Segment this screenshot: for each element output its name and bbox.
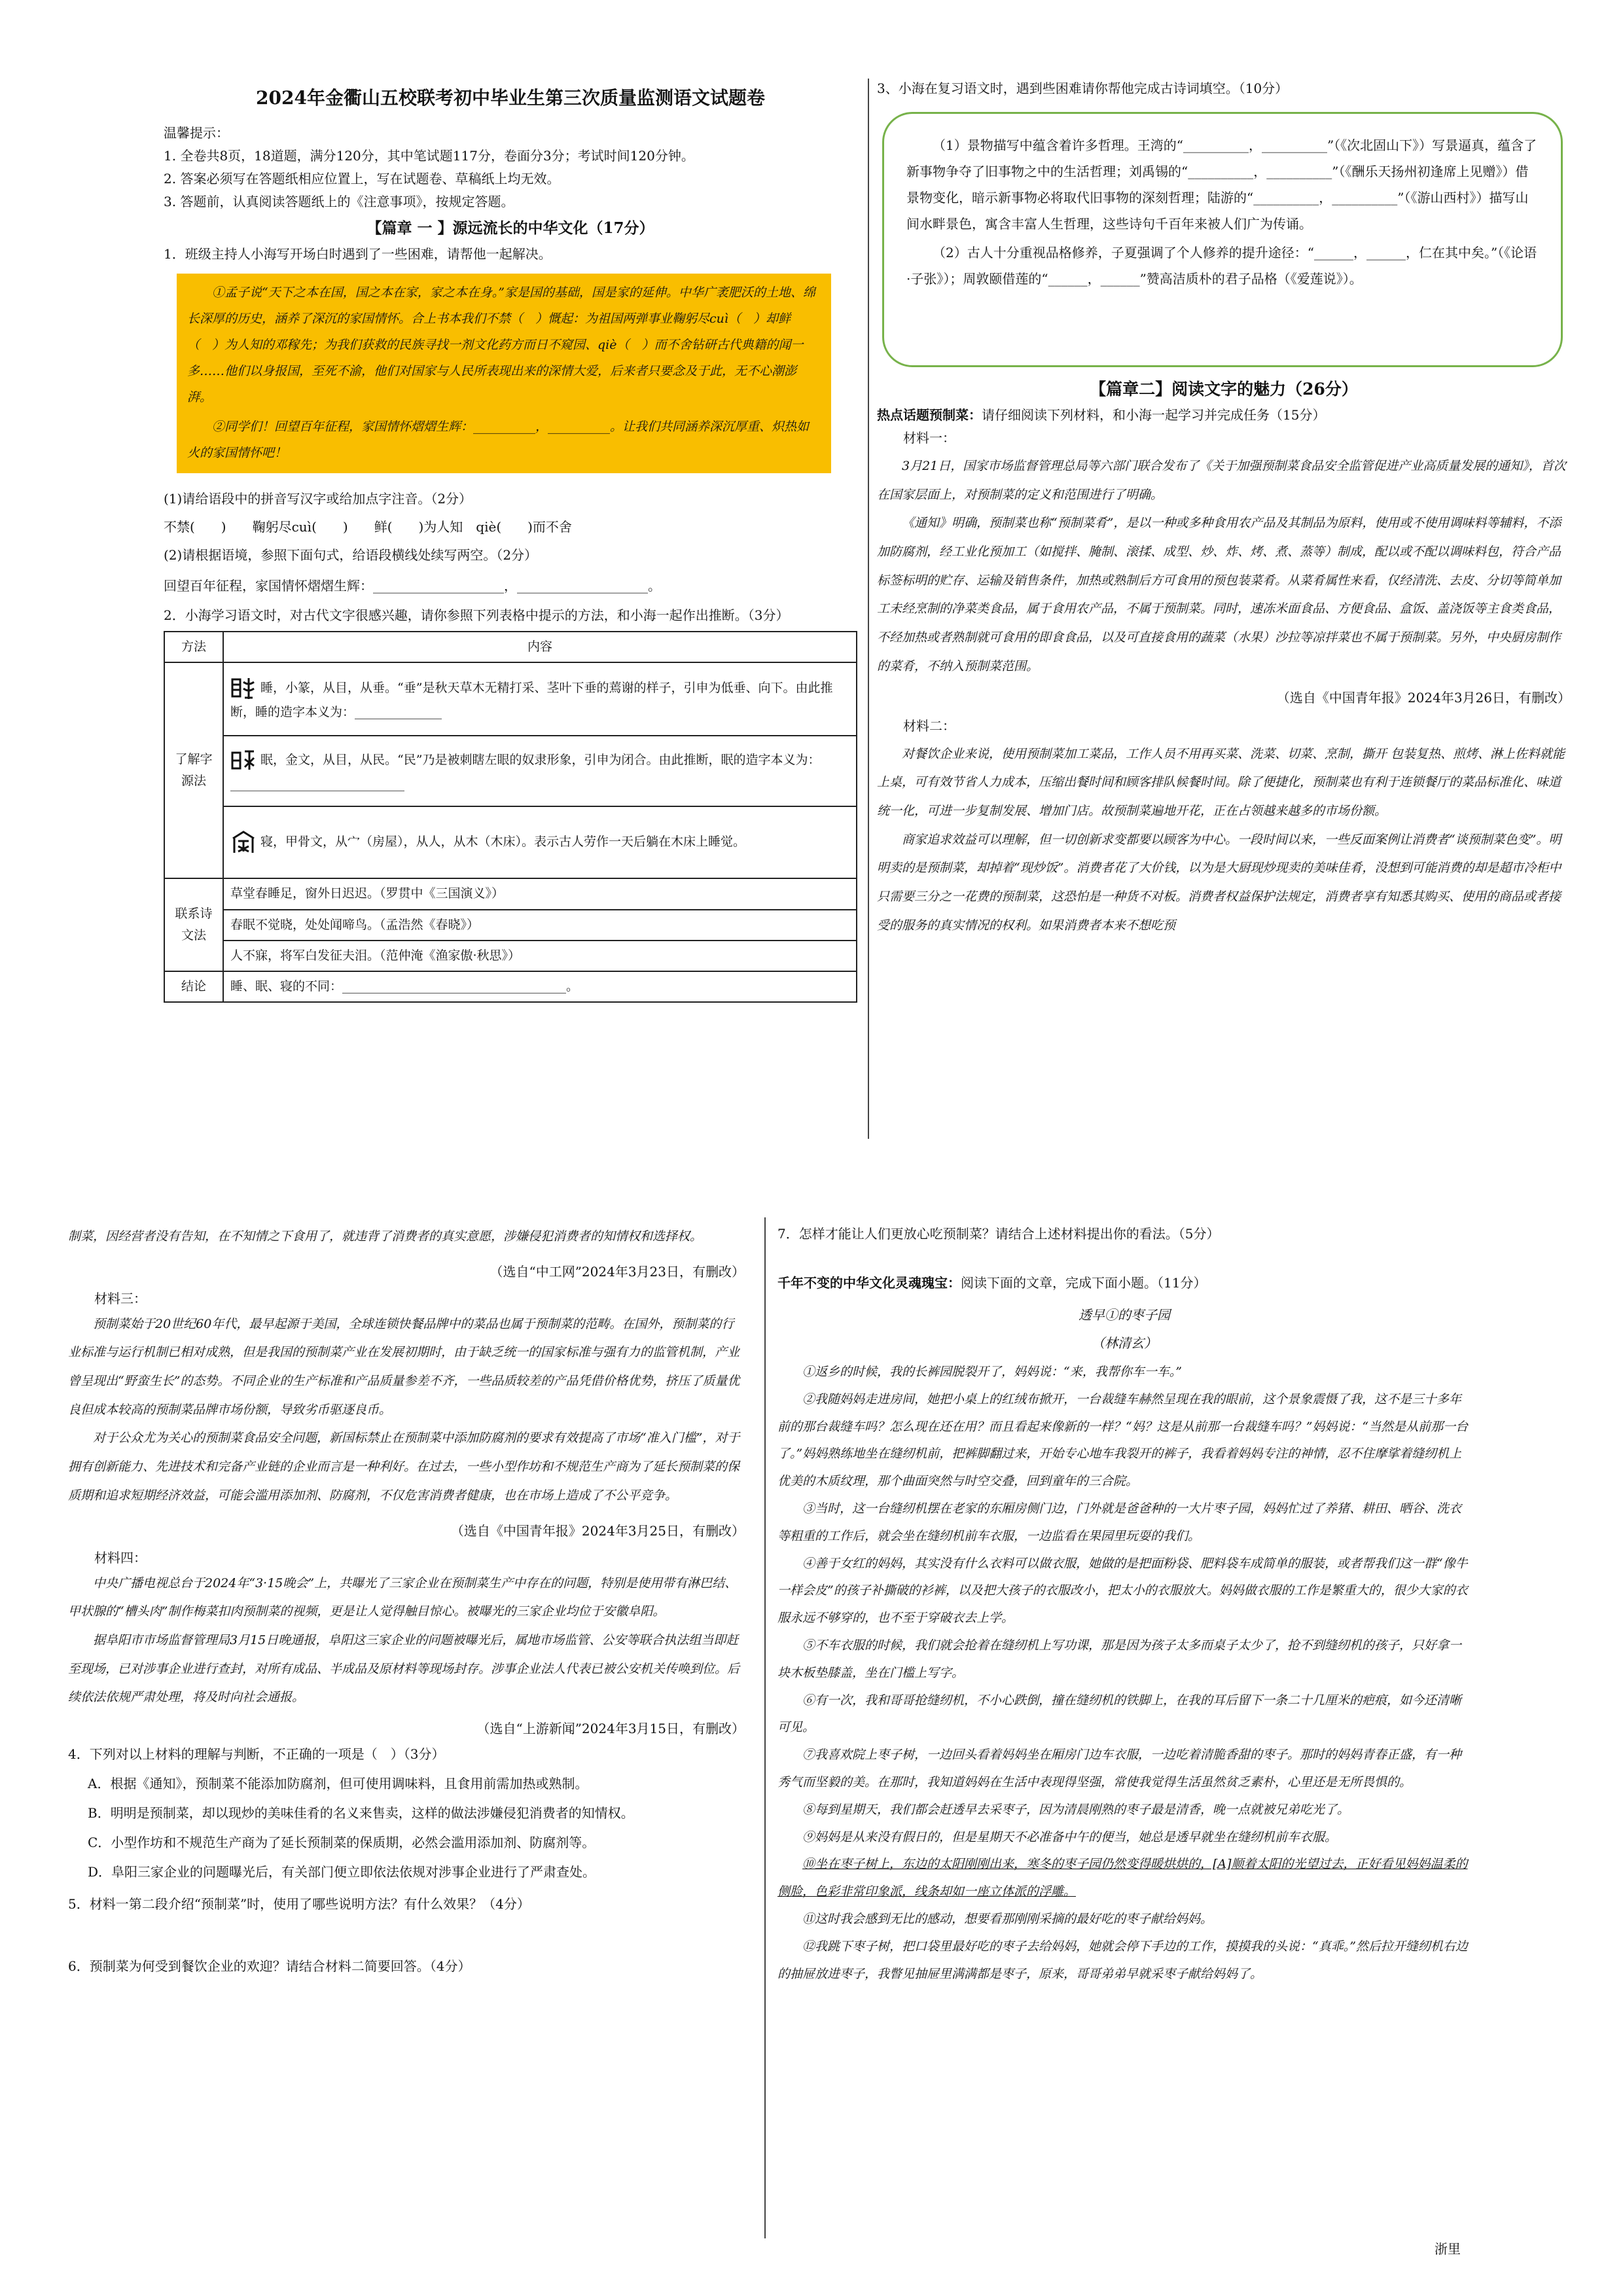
literature-text: 阅读下面的文章，完成下面小题。（11分）: [961, 1275, 1207, 1291]
method-etymology: 了解字源法: [164, 662, 223, 878]
question-1-2: (2)请根据语境，参照下面句式，给语段横线处续写两空。（2分）: [164, 547, 538, 564]
hot-topic-text: 请仔细阅读下列材料，和小海一起学习并完成任务（15分）: [982, 407, 1326, 423]
table-header-method: 方法: [164, 632, 223, 662]
article-paragraph: ⑨妈妈是从来没有假日的，但是星期天不必准备中午的便当，她总是透早就坐在缝纫机前车衣服。: [802, 1829, 1338, 1844]
yellow-paragraph-2: ②同学们！回望百年征程，家国情怀熠熠生辉：__________，__________。让我们共同涵养深沉厚重、炽热如火的家国情怀吧！: [187, 420, 810, 461]
tips-heading: 温馨提示：: [164, 125, 229, 141]
poetry-question-2[interactable]: （2）古人十分重视品格修养，子夏强调了个人修养的提升途径：“______，______，仁在其中矣。”（《论语·子张》）；周敦颐借莲的“______，______”赞高洁质朴的君子品格（《爱莲说》）。: [906, 245, 1537, 287]
table-row: 春眠不觉晓，处处闻啼鸟。（孟浩然《春晓》）: [223, 910, 857, 941]
column-divider-bottom: [764, 1217, 766, 2238]
question-4-option-b[interactable]: B．明明是预制菜，却以现炒的美味佳肴的名义来售卖，这样的做法涉嫌侵犯消费者的知情权。: [88, 1804, 634, 1821]
material-2-para-1: 对餐饮企业来说，使用预制菜加工菜品，工作人员不用再买菜、洗菜、切菜、烹制，撕开 包装复热、煎烤、淋上佐料就能上桌，可有效节省人力成本，压缩出餐时间和顾客排队候餐时间。除了便捷化，预制菜也有利于连锁餐厅的菜品标准化、味道统一化，可进一步复制发展、增加门店。故预制菜遍地开花，正在占领越来越多的市场份额。: [877, 746, 1565, 818]
table-row: 人不寐，将军白发征夫泪。（范仲淹《渔家傲·秋思》）: [223, 941, 857, 971]
chapter-1-title: 【篇章 一 】源远流长的中华文化（17分）: [366, 219, 654, 237]
article-paragraph: ④善于女红的妈妈，其实没有什么衣料可以做衣服，她做的是把面粉袋、肥料袋车成简单的服装，或者帮我们这一群“像牛一样会皮”的孩子补撕破的衫裤，以及把大孩子的衣服改小，把太小的衣服放大。妈妈做衣服的工作是繁重大的，很少大家的衣服永远不够穿的，也不至于穿破衣去上学。: [777, 1556, 1468, 1626]
material-2-title: 材料二：: [903, 717, 955, 734]
row-rest-text: 眠，金文，从目，从民。“民”乃是被刺瞎左眼的奴隶形象，引申为闭合。由此推断，眠的造字本义为：____________________________: [230, 752, 821, 791]
material-2-para-2: 商家追求效益可以理解，但一切创新求变都要以顾客为中心。一段时间以来，一些反面案例让消费者“谈预制菜色变”。明明卖的是预制菜，却掉着“现炒饭”。消费者花了大价钱，以为是大厨现炒现卖的美味佳肴，没想到可能消费的却是超市冷柜中只需要三分之一花费的预制菜，这恐怕是一种货不对板。消费者权益保护法规定，消费者享有知悉其购买、使用的商品或者接受的服务的真实情况的权利。如果消费者本来不想吃预: [877, 832, 1561, 933]
bottom-right-column: [777, 1223, 1471, 1988]
article-paragraph-underlined: ⑩坐在枣子树上，东边的太阳刚刚出来，寒冬的枣子园仍然变得暖烘烘的，[A]顺着太阳的光望过去，正好看见妈妈温柔的侧脸，色彩非常印象派，线条却如一座立体派的浮雕。: [777, 1857, 1468, 1899]
article-body: [777, 1359, 1471, 1988]
article-paragraph: ③当时，这一台缝纫机摆在老家的东厢房侧门边，门外就是爸爸种的一大片枣子园，妈妈忙过了养猪、耕田、晒谷、洗衣等粗重的工作后，就会坐在缝纫机前车衣服，一边监看在果园里玩耍的我们。: [777, 1501, 1462, 1543]
oracle-bone-bedroom-glyph-icon: [230, 829, 257, 855]
yellow-paragraph-1: ①孟子说“天下之本在国，国之本在家，家之本在身。”家是国的基础，国是家的延伸。中华广袤肥沃的土地、绵长深厚的历史，涵养了深沉的家国情怀。合上书本我们不禁（ ）慨起：为祖国两弹事业鞠躬尽cuì（ ）却鲜（ ）为人知的邓稼先；为我们获救的民族寻找一剂文化药方而日不窥园、qiè（ ）而不舍钻研古代典籍的闻一多……他们以身报国，至死不渝，他们对国家与人民所表现出来的深情大爱，后来者只要念及于此，无不心潮澎湃。: [187, 285, 815, 404]
hot-topic-intro: [877, 404, 1571, 427]
literature-label: 千年不变的中华文化灵魂瑰宝：: [777, 1275, 961, 1291]
article-paragraph: ⑤不车衣服的时候，我们就会抢着在缝纫机上写功课，那是因为孩子太多而桌子太少了，抢不到缝纫机的孩子，只好拿一块木板垫膝盖，坐在门槛上写字。: [777, 1638, 1462, 1680]
top-right-column: [877, 77, 1571, 940]
tip-3: 3. 答题前，认真阅读答题纸上的《注意事项》，按规定答题。: [164, 194, 514, 209]
poetry-fill-box: [882, 112, 1563, 367]
table-row: [223, 662, 857, 736]
bottom-left-column: [68, 1223, 745, 1978]
question-1-1: (1)请给语段中的拼音写汉字或给加点字注音。（2分）: [164, 491, 473, 507]
question-2-intro: 2．小海学习语文时，对古代文字很感兴趣，请你参照下列表格中提示的方法，和小海一起作出推断。（3分）: [164, 607, 789, 624]
table-header-content: 内容: [223, 632, 857, 662]
question-1-intro: 1．班级主持人小海写开场白时遇到了一些困难，请帮他一起解决。: [164, 246, 552, 262]
table-row: [223, 806, 857, 878]
question-1-1-blanks[interactable]: 不禁( ) 鞠躬尽cuì( ) 鲜( )为人知 qiè( )而不舍: [164, 519, 572, 535]
article-paragraph: ⑧每到星期天，我们都会赶透早去采枣子，因为清晨刚熟的枣子最是清香，晚一点就被兄弟吃光了。: [802, 1802, 1350, 1817]
material-3-para-1: 预制菜始于20世纪60年代，最早起源于美国，全球连锁快餐品牌中的菜品也属于预制菜的范畴。在国外，预制菜的行业标准与运行机制已相对成熟，但是我国的预制菜产业在发展初期时，由于缺乏统一的国家标准与强有力的监管机制，产业曾呈现出“野蛮生长”的态势。不同企业的生产标准和产品质量参差不齐，一些品质较差的产品凭借价格优势，挤压了质量优良但成本较高的预制菜品牌市场份额，导致劣币驱逐良币。: [68, 1316, 740, 1417]
top-left-column: [164, 84, 857, 1003]
article-author: （林清玄）: [1092, 1335, 1157, 1351]
poetry-question-1[interactable]: （1）景物描写中蕴含着许多哲理。王湾的“__________，__________”（《次北固山下》）写景逼真，蕴含了新事物争夺了旧事物之中的生活哲理；刘禹锡的“__________，__________”（《酬乐天扬州初逢席上见赠》）借景物变化，暗示新事物必将取代旧事物的深刻哲理；陆游的“__________，__________”（《游山西村》）描写山间水畔景色，寓含丰富人生哲理，这些诗句千百年来被人们广为传诵。: [906, 137, 1537, 232]
question-4: 4．下列对以上材料的理解与判断，不正确的一项是（ ）（3分）: [68, 1746, 445, 1762]
table-row[interactable]: 睡、眠、寝的不同：____________________________________。: [223, 971, 857, 1002]
method-poetry: 联系诗文法: [164, 878, 223, 971]
tip-1: 1. 全卷共8页，18道题，满分120分，其中笔试题117分，卷面分3分；考试时间120分钟。: [164, 148, 694, 164]
question-3-intro: 3、小海在复习语文时，遇到些困难请你帮他完成古诗词填空。（10分）: [877, 81, 1289, 96]
row-bedroom-text: 寝，甲骨文，从宀（房屋），从人，从木（木床）。表示古人劳作一天后躺在木床上睡觉。: [260, 834, 746, 850]
chapter-2-title: 【篇章二】阅读文字的魅力（26分）: [1090, 380, 1358, 399]
table-row: [223, 736, 857, 806]
material-3-source: （选自《中国青年报》2024年3月25日，有删改）: [450, 1522, 745, 1539]
material-1-title: 材料一：: [903, 430, 955, 446]
article-paragraph: ⑦我喜欢院上枣子树，一边回头看着妈妈坐在厢房门边车衣服，一边吃着清脆香甜的枣子。那时的妈妈青春正盛，有一种秀气而坚毅的美。在那时，我知道妈妈在生活中表现得坚强，常使我觉得生活虽然贫乏素朴，心里还是无所畏惧的。: [777, 1748, 1462, 1789]
table-row: 草堂春睡足，窗外日迟迟。（罗贯中《三国演义》）: [223, 878, 857, 909]
material-2-source: （选自“中工网”2024年3月23日，有删改）: [490, 1263, 745, 1280]
row-sleep-text: 睡，小篆，从目，从垂。“垂”是秋天草木无精打采、茎叶下垂的蔫谢的样子，引申为低垂、向下。由此推断，睡的造字本义为：______________: [230, 680, 833, 719]
article-paragraph: ⑥有一次，我和哥哥抢缝纫机，不小心跌倒，撞在缝纫机的铁脚上，在我的耳后留下一条二十几厘米的疤痕，如今还清晰可见。: [777, 1693, 1462, 1735]
seal-script-sleep-glyph-icon: [230, 675, 257, 702]
material-4-para-2: 据阜阳市市场监督管理局3月15日晚通报，阜阳这三家企业的问题被曝光后，属地市场监管、公安等联合执法组当即赶至现场，已对涉事企业进行查封，对所有成品、半成品及原材料等现场封存。涉事企业法人代表已被公安机关传唤到位。后续依法依规严肃处理，将及时向社会通报。: [68, 1632, 740, 1705]
tip-2: 2. 答案必须写在答题纸相应位置上，写在试题卷、草稿纸上均无效。: [164, 171, 560, 187]
question-4-option-a[interactable]: A．根据《通知》，预制菜不能添加防腐剂，但可使用调味料，且食用前需加热或熟制。: [88, 1775, 588, 1791]
question-6: 6．预制菜为何受到餐饮企业的欢迎？请结合材料二简要回答。（4分）: [68, 1958, 471, 1974]
footer-mark: 浙里: [1435, 2241, 1461, 2257]
material-4-para-1: 中央广播电视总台于2024年“3·15晚会”上，共曝光了三家企业在预制菜生产中存在的问题，特别是使用带有淋巴结、甲状腺的“槽头肉”制作梅菜扣肉预制菜的视频，更是让人觉得触目惊心。被曝光的三家企业均位于安徽阜阳。: [68, 1575, 738, 1619]
question-7: 7．怎样才能让人们更放心吃预制菜？请结合上述材料提出你的看法。（5分）: [777, 1226, 1220, 1242]
bronze-script-rest-glyph-icon: [230, 747, 257, 774]
material-1-para-1: 3月21日，国家市场监督管理总局等六部门联合发布了《关于加强预制菜食品安全监管促进产业高质量发展的通知》，首次在国家层面上，对预制菜的定义和范围进行了明确。: [877, 459, 1566, 502]
question-4-option-c[interactable]: C．小型作坊和不规范生产商为了延长预制菜的保质期，必然会滥用添加剂、防腐剂等。: [88, 1834, 596, 1850]
page-title: 2024年金衢山五校联考初中毕业生第三次质量监测语文试题卷: [256, 87, 765, 109]
article-paragraph: ⑫我跳下枣子树，把口袋里最好吃的枣子去给妈妈，她就会停下手边的工作，摸摸我的头说：“真乖。”然后拉开缝纫机右边的抽屉放进枣子，我瞥见抽屉里满满都是枣子，原来，哥哥弟弟早就采枣子献给妈妈了。: [777, 1939, 1468, 1981]
article-title: 透早①的枣子园: [1079, 1307, 1170, 1323]
literature-intro: [777, 1272, 1471, 1295]
material-1-para-2: 《通知》明确，预制菜也称“预制菜肴”，是以一种或多种食用农产品及其制品为原料，使用或不使用调味料等辅料，不添加防腐剂，经工业化预加工（如搅拌、腌制、滚揉、成型、炒、炸、烤、煮、蒸等）制成，配以或不配以调味料包，符合产品标签标明的贮存、运输及销售条件，加热或熟制后方可食用的预包装菜肴。从菜肴属性来看，仅经清洗、去皮、分切等简单加工未经烹制的净菜类食品，属于食用农产品，不属于预制菜。同时，速冻米面食品、方便食品、盒饭、盖浇饭等主食类食品，不经加热或者熟制就可食用的即食食品，以及可直接食用的蔬菜（水果）沙拉等凉拌菜也不属于预制菜。另外，中央厨房制作的菜肴，不纳入预制菜范围。: [877, 516, 1561, 673]
material-4-source: （选自“上游新闻”2024年3月15日，有删改）: [476, 1720, 745, 1736]
material-3-para-2: 对于公众尤为关心的预制菜食品安全问题，新国标禁止在预制菜中添加防腐剂的要求有效提高了市场“准入门槛”，对于拥有创新能力、先进技术和完备产业链的企业而言是一种利好。在过去，一些小型作坊和不规范生产商为了延长预制菜的保质期和追求短期经济效益，可能会滥用添加剂、防腐剂，不仅危害消费者健康，也在市场上造成了不公平竞争。: [68, 1431, 740, 1503]
method-table: [164, 631, 857, 1003]
material-2-continued: 制菜，因经营者没有告知，在不知情之下食用了，就违背了消费者的真实意愿，涉嫌侵犯消费者的知情权和选择权。: [68, 1229, 703, 1244]
hot-topic-label: 热点话题预制菜：: [877, 407, 982, 423]
column-divider-top: [868, 79, 869, 1139]
question-4-option-d[interactable]: D．阜阳三家企业的问题曝光后，有关部门便立即依法依规对涉事企业进行了严肃查处。: [88, 1863, 596, 1880]
question-1-2-blanks[interactable]: 回望百年征程，家国情怀熠熠生辉：____________________，____________________。: [164, 578, 661, 594]
article-paragraph: ⑪这时我会感到无比的感动，想要看那刚刚采摘的最好吃的枣子献给妈妈。: [802, 1911, 1213, 1926]
material-1-source: （选自《中国青年报》2024年3月26日，有删改）: [1276, 689, 1571, 706]
material-3-title: 材料三：: [94, 1290, 147, 1306]
yellow-passage-box: [177, 274, 831, 473]
material-4-title: 材料四：: [94, 1549, 147, 1566]
article-paragraph: ②我随妈妈走进房间，她把小桌上的红绒布掀开，一台裁缝车赫然呈现在我的眼前，这个景象震慑了我，这不是三十多年前的那台裁缝车吗？怎么现在还在用？而且看起来像新的一样？“妈？这是从前那一台裁缝车吗？”妈妈说：“当然是从前那一台了。”妈妈熟练地坐在缝纫机前，把裤脚翻过来，开始专心地车我裂开的裤子，我看着妈妈专注的神情，忍不住摩挲着缝纫机上优美的木质纹理，那个曲面突然与时空交叠，回到童年的三合院。: [777, 1391, 1469, 1489]
method-conclusion: 结论: [164, 971, 223, 1002]
question-5: 5．材料一第二段介绍“预制菜”时，使用了哪些说明方法？有什么效果？（4分）: [68, 1895, 530, 1912]
article-paragraph: ①返乡的时候，我的长裤园脱裂开了，妈妈说：“来，我帮你车一车。”: [802, 1365, 1182, 1379]
